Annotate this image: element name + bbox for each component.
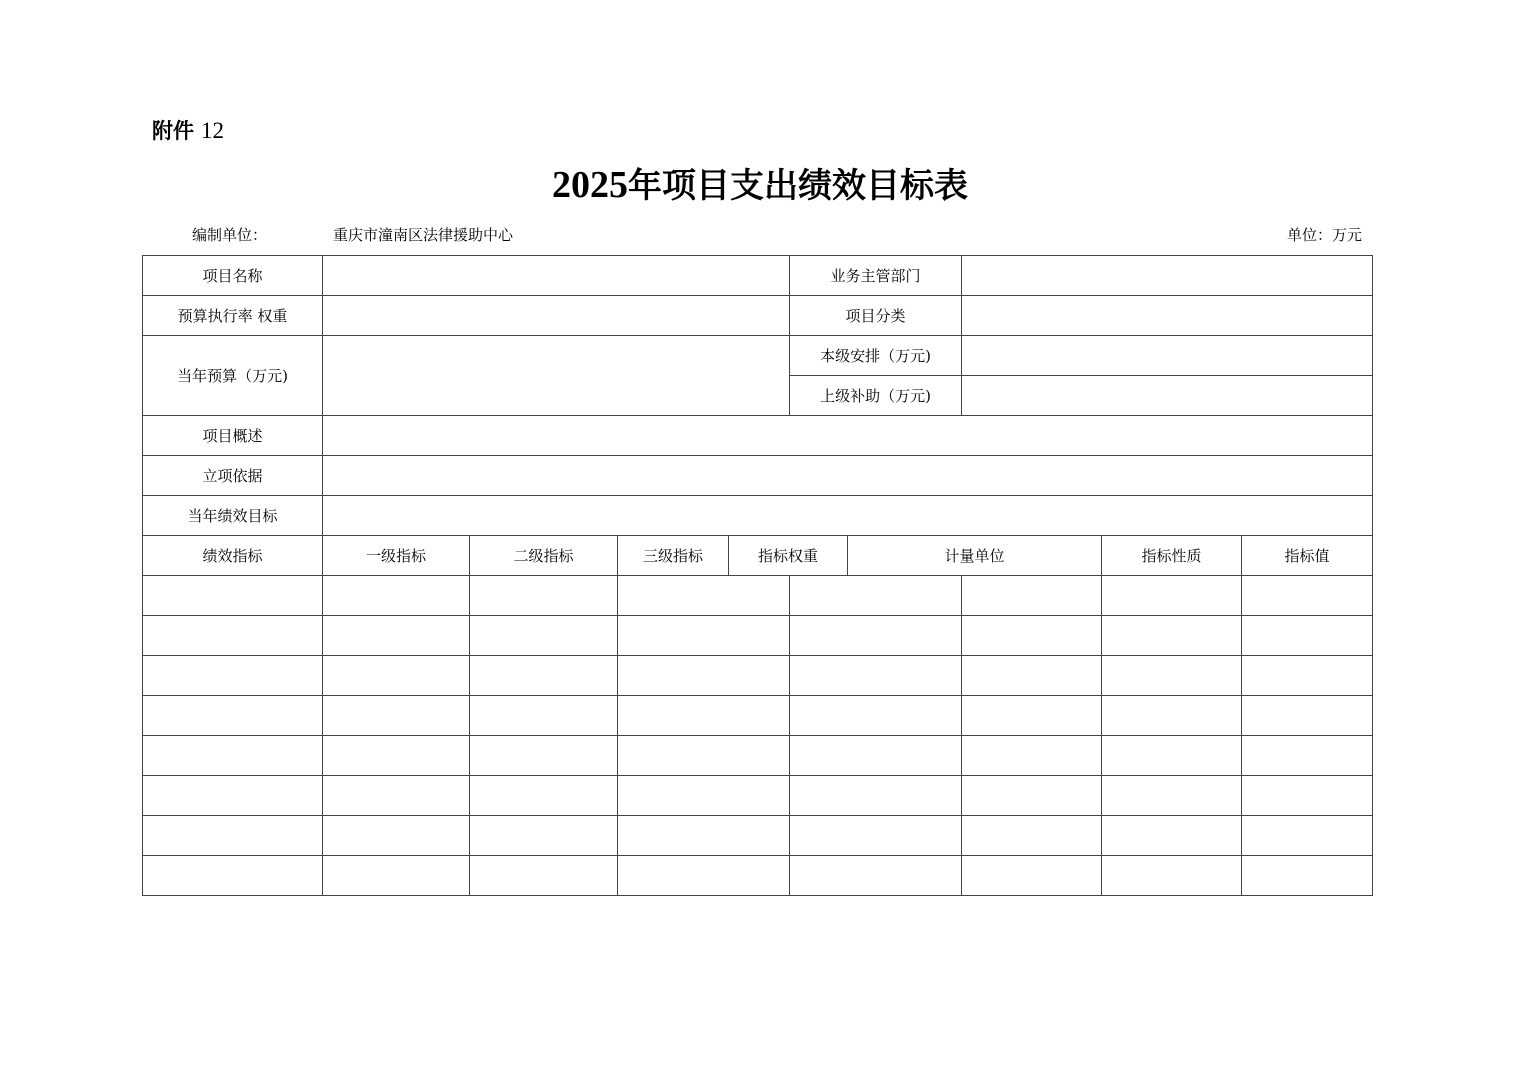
dept-label: 业务主管部门 (790, 256, 962, 296)
value-cell[interactable] (1102, 576, 1242, 616)
nature-cell[interactable] (962, 816, 1102, 856)
overview-label: 项目概述 (143, 416, 323, 456)
core-cell[interactable] (1242, 856, 1373, 896)
table-row (143, 256, 1373, 296)
unit-cell[interactable] (790, 696, 962, 736)
level3-cell[interactable] (470, 656, 618, 696)
level3-cell[interactable] (470, 736, 618, 776)
attachment-text: 附件 (152, 119, 194, 143)
attachment-label (152, 116, 224, 147)
level2-cell[interactable] (323, 576, 470, 616)
value-cell[interactable] (1102, 656, 1242, 696)
level3-cell[interactable] (470, 696, 618, 736)
attachment-number: 12 (201, 118, 224, 143)
nature-cell[interactable] (962, 856, 1102, 896)
level2-cell[interactable] (323, 816, 470, 856)
weight-cell[interactable] (618, 856, 790, 896)
col-header-level2: 二级指标 (470, 536, 618, 576)
level2-cell[interactable] (323, 616, 470, 656)
indicator-row (143, 576, 1373, 616)
unit-cell[interactable] (790, 656, 962, 696)
col-header-unit: 计量单位 (848, 536, 1102, 576)
superior-subsidy-label: 上级补助（万元) (790, 376, 962, 416)
unit-cell[interactable] (790, 856, 962, 896)
title-year: 2025 (552, 164, 628, 206)
unit-cell[interactable] (790, 616, 962, 656)
weight-cell[interactable] (618, 576, 790, 616)
level2-cell[interactable] (323, 856, 470, 896)
org-value: 重庆市潼南区法律援助中心 (333, 226, 514, 244)
annual-goal-field[interactable] (323, 496, 1373, 536)
level2-cell[interactable] (323, 776, 470, 816)
indicators-label: 绩效指标 (143, 536, 323, 576)
project-name-field[interactable] (323, 256, 790, 296)
col-header-nature: 指标性质 (1102, 536, 1242, 576)
level1-cell[interactable] (143, 656, 323, 696)
title-text: 年项目支出绩效目标表 (628, 166, 968, 206)
annual-budget-label: 当年预算（万元) (143, 336, 323, 416)
core-cell[interactable] (1242, 576, 1373, 616)
exec-rate-field[interactable] (323, 296, 790, 336)
core-cell[interactable] (1242, 696, 1373, 736)
col-header-value: 指标值 (1242, 536, 1373, 576)
col-header-level1: 一级指标 (323, 536, 470, 576)
unit-cell[interactable] (790, 776, 962, 816)
level1-cell[interactable] (143, 616, 323, 656)
overview-field[interactable] (323, 416, 1373, 456)
superior-subsidy-field[interactable] (962, 376, 1373, 416)
weight-cell[interactable] (618, 776, 790, 816)
table-row (143, 296, 1373, 336)
indicator-row (143, 736, 1373, 776)
category-label: 项目分类 (790, 296, 962, 336)
level1-cell[interactable] (143, 776, 323, 816)
core-cell[interactable] (1242, 656, 1373, 696)
weight-cell[interactable] (618, 656, 790, 696)
weight-cell[interactable] (618, 736, 790, 776)
nature-cell[interactable] (962, 616, 1102, 656)
table-row (143, 456, 1373, 496)
annual-goal-label: 当年绩效目标 (143, 496, 323, 536)
level3-cell[interactable] (470, 776, 618, 816)
weight-cell[interactable] (618, 616, 790, 656)
indicator-header-row (143, 536, 1373, 576)
table-row (143, 416, 1373, 456)
weight-cell[interactable] (618, 696, 790, 736)
weight-cell[interactable] (618, 816, 790, 856)
table-row (143, 496, 1373, 536)
nature-cell[interactable] (962, 576, 1102, 616)
level3-cell[interactable] (470, 816, 618, 856)
local-arrangement-field[interactable] (962, 336, 1373, 376)
value-cell[interactable] (1102, 736, 1242, 776)
indicator-row (143, 816, 1373, 856)
unit-label: 单位：万元 (1286, 226, 1362, 244)
level2-cell[interactable] (323, 656, 470, 696)
table-row (143, 336, 1373, 376)
nature-cell[interactable] (962, 656, 1102, 696)
level1-cell[interactable] (143, 696, 323, 736)
core-cell[interactable] (1242, 736, 1373, 776)
level2-cell[interactable] (323, 696, 470, 736)
org-label: 编制单位： (192, 226, 268, 244)
indicator-row (143, 856, 1373, 896)
local-arrangement-label: 本级安排（万元) (790, 336, 962, 376)
indicator-row (143, 696, 1373, 736)
level3-cell[interactable] (470, 856, 618, 896)
exec-rate-label: 预算执行率 权重 (143, 296, 323, 336)
unit-cell[interactable] (790, 736, 962, 776)
annual-budget-field[interactable] (323, 336, 790, 416)
unit-cell[interactable] (790, 816, 962, 856)
level3-cell[interactable] (470, 576, 618, 616)
unit-cell[interactable] (790, 576, 962, 616)
level1-cell[interactable] (143, 856, 323, 896)
value-cell[interactable] (1102, 856, 1242, 896)
performance-form-table (142, 255, 1373, 896)
nature-cell[interactable] (962, 696, 1102, 736)
basis-label: 立项依据 (143, 456, 323, 496)
core-cell[interactable] (1242, 616, 1373, 656)
level2-cell[interactable] (323, 736, 470, 776)
value-cell[interactable] (1102, 776, 1242, 816)
col-header-weight: 指标权重 (729, 536, 848, 576)
level3-cell[interactable] (470, 616, 618, 656)
indicator-row (143, 616, 1373, 656)
indicator-row (143, 776, 1373, 816)
level1-cell[interactable] (143, 576, 323, 616)
page-title (0, 160, 1520, 211)
level1-cell[interactable] (143, 816, 323, 856)
project-name-label: 项目名称 (143, 256, 323, 296)
core-cell[interactable] (1242, 816, 1373, 856)
nature-cell[interactable] (962, 736, 1102, 776)
col-header-level3: 三级指标 (618, 536, 729, 576)
category-field[interactable] (962, 296, 1373, 336)
indicator-row (143, 656, 1373, 696)
nature-cell[interactable] (962, 776, 1102, 816)
basis-field[interactable] (323, 456, 1373, 496)
level1-cell[interactable] (143, 736, 323, 776)
core-cell[interactable] (1242, 776, 1373, 816)
value-cell[interactable] (1102, 616, 1242, 656)
dept-field[interactable] (962, 256, 1373, 296)
value-cell[interactable] (1102, 816, 1242, 856)
value-cell[interactable] (1102, 696, 1242, 736)
